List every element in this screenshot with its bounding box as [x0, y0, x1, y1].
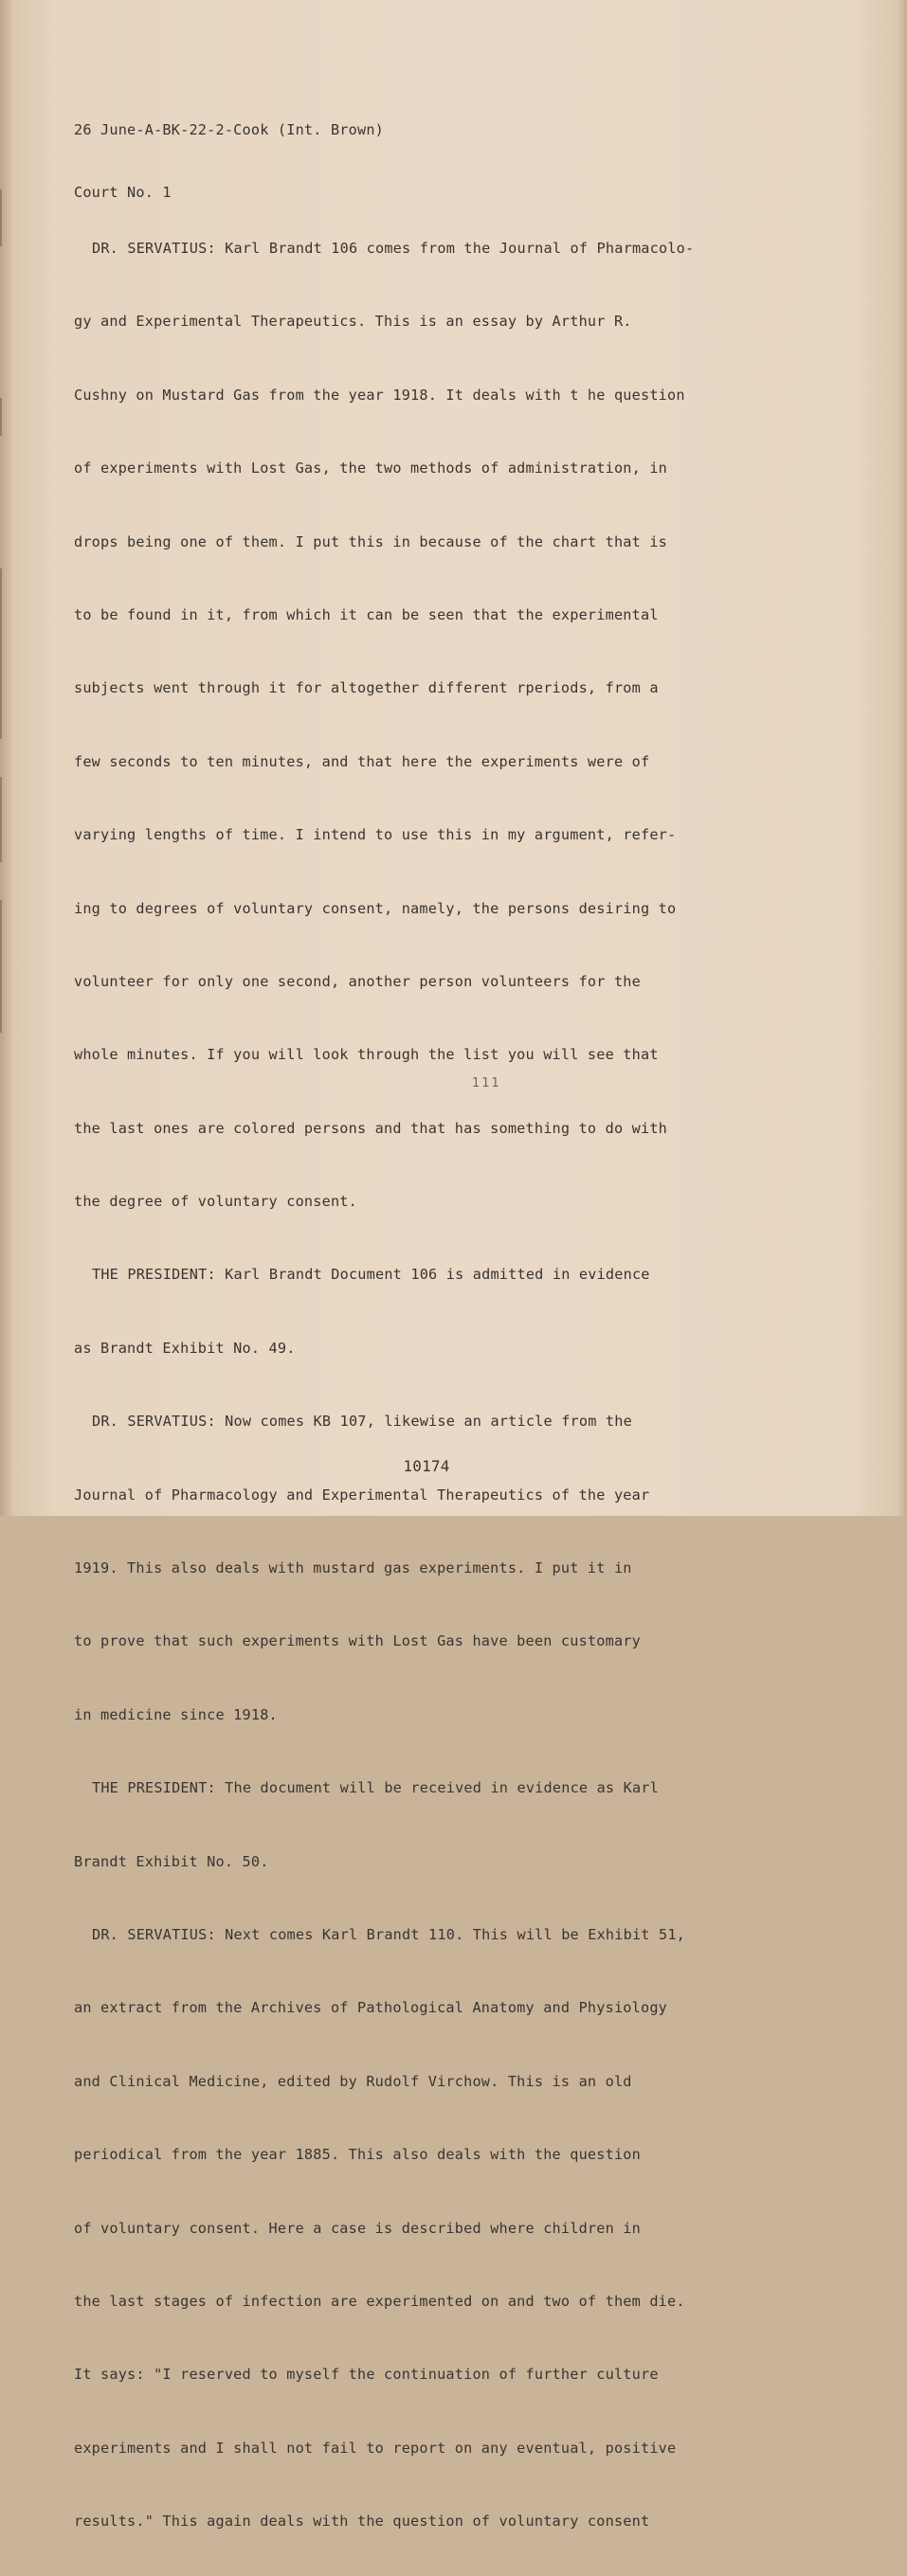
page-right-edge: [898, 0, 907, 1516]
transcript-line: of experiments with Lost Gas, the two methods of administration, in: [74, 459, 668, 477]
transcript-line: DR. SERVATIUS: Karl Brandt 106 comes from the Journal of Pharmacolo-: [92, 240, 695, 257]
transcript-line: experiments and I shall not fail to report on any eventual, positive: [74, 2439, 677, 2457]
page-left-edge: [0, 0, 13, 1516]
transcript-line: of voluntary consent. Here a case is described where children in: [74, 2219, 641, 2237]
torn-edge-mark: [0, 777, 2, 862]
transcript-line: and Clinical Medicine, edited by Rudolf Virchow. This is an old: [74, 2072, 632, 2090]
header-court-line: Court No. 1: [74, 184, 172, 201]
transcript-line: the degree of voluntary consent.: [74, 1193, 357, 1211]
transcript-line: Cushny on Mustard Gas from the year 1918. It deals with t he question: [74, 386, 685, 404]
transcript-line: 1919. This also deals with mustard gas experiments. I put it in: [74, 1559, 632, 1577]
transcript-line: the last ones are colored persons and that has something to do with: [74, 1119, 668, 1137]
transcript-line: in medicine since 1918.: [74, 1705, 278, 1723]
transcript-body: [74, 195, 694, 2576]
transcript-line: DR. SERVATIUS: Now comes KB 107, likewise an article from the: [92, 1413, 632, 1431]
transcript-line: volunteer for only one second, another person volunteers for the: [74, 972, 641, 990]
margin-mark: 111: [472, 1076, 501, 1090]
transcript-line: It says: "I reserved to myself the continuation of further culture: [74, 2366, 659, 2384]
torn-edge-mark: [0, 900, 2, 1033]
torn-edge-mark: [0, 189, 2, 246]
transcript-line: Journal of Pharmacology and Experimental Therapeutics of the year: [74, 1486, 650, 1504]
transcript-line: to be found in it, from which it can be seen that the experimental: [74, 605, 659, 623]
transcript-line: DR. SERVATIUS: Next comes Karl Brandt 110. This will be Exhibit 51,: [92, 1925, 686, 1943]
transcript-line: as Brandt Exhibit No. 49.: [74, 1339, 296, 1357]
transcript-line: THE PRESIDENT: Karl Brandt Document 106 is admitted in evidence: [92, 1266, 650, 1284]
transcript-line: drops being one of them. I put this in because of the chart that is: [74, 532, 668, 550]
header-case-line: 26 June-A-BK-22-2-Cook (Int. Brown): [74, 121, 385, 138]
transcript-line: the last stages of infection are experimented on and two of them die.: [74, 2292, 685, 2310]
transcript-line: subjects went through it for altogether different rperiods, from a: [74, 679, 659, 697]
transcript-line: ing to degrees of voluntary consent, namely, the persons desiring to: [74, 899, 677, 917]
transcript-line: whole minutes. If you will look through the list you will see that: [74, 1046, 659, 1064]
torn-edge-mark: [0, 568, 2, 739]
transcript-line: gy and Experimental Therapeutics. This is an essay by Arthur R.: [74, 313, 632, 331]
transcript-line: few seconds to ten minutes, and that here the experiments were of: [74, 752, 650, 770]
transcript-line: results." This again deals with the question of voluntary consent: [74, 2513, 650, 2531]
transcript-line: THE PRESIDENT: The document will be received in evidence as Karl: [92, 1779, 659, 1797]
torn-edge-mark: [0, 398, 2, 436]
transcript-line: an extract from the Archives of Pathological Anatomy and Physiology: [74, 1999, 668, 2017]
transcript-line: varying lengths of time. I intend to use this in my argument, refer-: [74, 826, 677, 844]
transcript-line: periodical from the year 1885. This also deals with the question: [74, 2146, 641, 2164]
transcript-line: Brandt Exhibit No. 50.: [74, 1852, 269, 1870]
transcript-line: to prove that such experiments with Lost Gas have been customary: [74, 1632, 641, 1650]
page-number: 10174: [403, 1457, 450, 1475]
